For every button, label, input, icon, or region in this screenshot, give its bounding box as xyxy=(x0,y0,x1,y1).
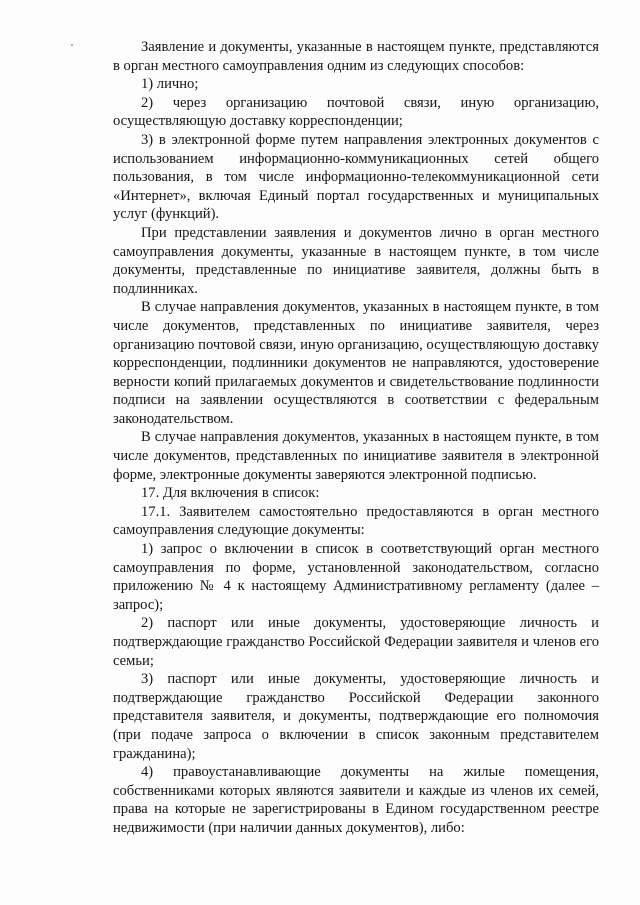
list-item-property-documents: 4) правоустанавливающие документы на жилые помещения, собственниками которых являются заявители и каждые из членов их семей, права на которые не зарегистрированы в Едином государственном реестре недвижимости (при наличии данных документов), либо: xyxy=(113,764,599,836)
scan-speck xyxy=(71,44,73,46)
document-body xyxy=(113,38,599,838)
section-heading-17: 17. Для включения в список: xyxy=(141,485,320,502)
paragraph-originals-in-person: При представлении заявления и документов лично в орган местного самоуправления документы, указанные в настоящем пункте, в том числе документы, представленные по инициативе заявителя, должны быть в подлинниках. xyxy=(113,224,599,297)
paragraph-item-by-post: 2) через организацию почтовой связи, иную организацию, осуществляющую доставку корреспонденции; xyxy=(113,94,599,130)
subsection-heading-17-1: 17.1. Заявителем самостоятельно предоставляются в орган местного самоуправления следующие документы: xyxy=(113,503,599,539)
paragraph-postal-copies: В случае направления документов, указанных в настоящем пункте, в том числе документов, представленных по инициативе заявителя, через организацию почтовой связи, иную организацию, осуществляющую доставку корреспонденции, подлинники документов не направляются, удостоверение верности копий прилагаемых документов и свидетельствование подлинности подписи на заявлении осуществляются в соответствии с федеральным законодательством. xyxy=(113,299,599,427)
list-item-passport-family: 2) паспорт или иные документы, удостоверяющие личность и подтверждающие гражданство Российской Федерации заявителя и членов его семьи; xyxy=(113,615,599,669)
list-item-request: 1) запрос о включении в список в соответствующий орган местного самоуправления по форме, установленной законодательством, согласно приложению № 4 к настоящему Административному регламенту (далее – запрос); xyxy=(113,541,599,613)
paragraph-item-in-person: 1) лично; xyxy=(141,76,199,93)
paragraph-item-electronic: 3) в электронной форме путем направления электронных документов с использованием информационно-коммуникационных сетей общего пользования, в том числе информационно-телекоммуникационной сети «Интернет», включая Единый портал государственных и муниципальных услуг (функций). xyxy=(113,131,599,223)
paragraph-electronic-signature: В случае направления документов, указанных в настоящем пункте, в том числе документов, представленных по инициативе заявителя в электронной форме, электронные документы заверяются электронной подписью. xyxy=(113,429,599,483)
paragraph-submission-ways: Заявление и документы, указанные в настоящем пункте, представляются в орган местного самоуправления одним из следующих способов: xyxy=(113,39,599,74)
list-item-passport-representative: 3) паспорт или иные документы, удостоверяющие личность и подтверждающие гражданство Российской Федерации законного представителя заявителя, и документы, подтверждающие его полномочия (при подаче запроса о включении в список законным представителем гражданина); xyxy=(113,671,599,762)
